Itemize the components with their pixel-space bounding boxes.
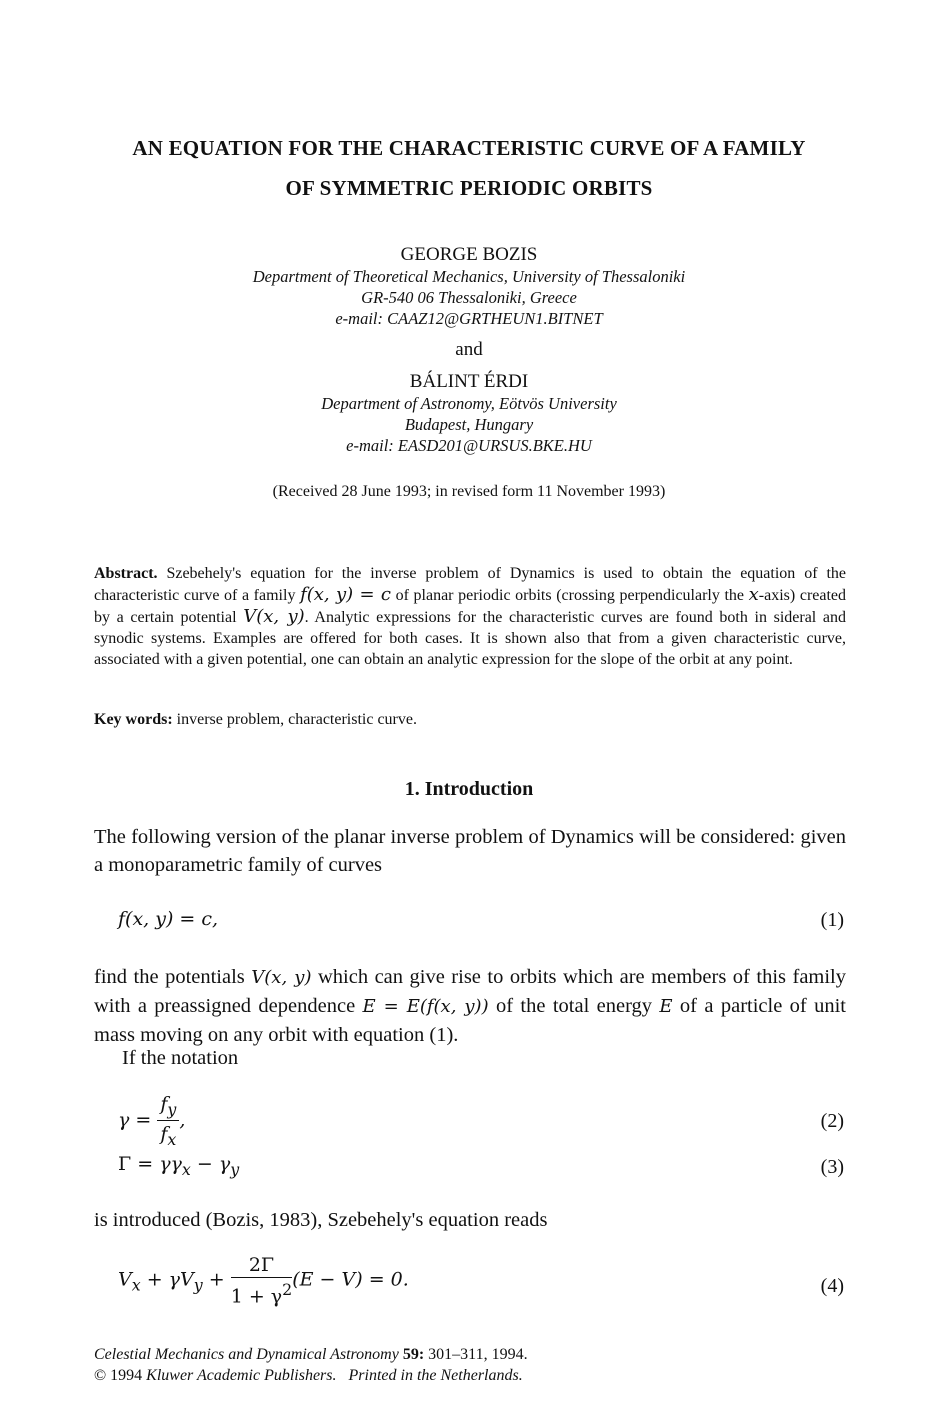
para-text: of a particle of unit mass moving on any orbit with equation (1). bbox=[94, 995, 847, 1046]
author-department: Department of Astronomy, Eötvös University bbox=[321, 394, 617, 413]
eq2-num-f: f bbox=[160, 1093, 168, 1115]
eq4-term: + γV bbox=[140, 1268, 194, 1291]
author-name: GEORGE BOZIS bbox=[400, 244, 538, 265]
eq3-sub: x bbox=[181, 1159, 191, 1179]
eq2-num-sub: y bbox=[167, 1099, 177, 1119]
eq4-den-text: 1 + γ bbox=[230, 1285, 283, 1308]
equation-3-number: (3) bbox=[820, 1156, 844, 1178]
eq3-sub: y bbox=[230, 1159, 240, 1179]
inline-math: E bbox=[659, 996, 673, 1017]
intro-paragraph-2 bbox=[94, 963, 846, 1049]
eq2-den-f: f bbox=[160, 1122, 168, 1145]
eq2-denominator bbox=[157, 1121, 179, 1149]
eq2-tail: , bbox=[179, 1108, 186, 1131]
equation-4 bbox=[118, 1254, 409, 1307]
abstract-text: of planar periodic orbits (crossing perpendicularly the bbox=[390, 587, 749, 604]
eq2-den-sub: x bbox=[167, 1129, 177, 1149]
title-line-2: OF SYMMETRIC PERIODIC ORBITS bbox=[285, 176, 653, 200]
inline-math: E = E(f(x, y)) bbox=[362, 996, 489, 1017]
abstract-math: x bbox=[748, 584, 759, 605]
keywords-label: Key words: bbox=[94, 711, 173, 728]
equation-1: f(x, y) = c, bbox=[118, 908, 219, 930]
keywords-text: inverse problem, characteristic curve. bbox=[172, 711, 417, 728]
footer-journal: Celestial Mechanics and Dynamical Astronomy bbox=[94, 1346, 399, 1363]
abstract-math: f(x, y) = c bbox=[300, 584, 391, 605]
abstract-text: Szebehely's equation for the inverse problem of Dynamics is used to obtain the equation of the characteristic curve of a family bbox=[94, 565, 846, 604]
eq2-numerator bbox=[157, 1093, 179, 1121]
eq4-sub: x bbox=[131, 1275, 141, 1295]
received-dates: (Received 28 June 1993; in revised form 11 November 1993) bbox=[272, 483, 666, 500]
abstract-label: Abstract. bbox=[94, 565, 158, 582]
abstract-math: V(x, y) bbox=[243, 606, 305, 627]
footer-pages: 301–311, 1994. bbox=[424, 1346, 528, 1363]
abstract bbox=[94, 563, 846, 670]
author-department: Department of Theoretical Mechanics, University of Thessaloniki bbox=[252, 267, 686, 286]
publication-footer bbox=[94, 1344, 528, 1386]
intro-paragraph-4: is introduced (Bozis, 1983), Szebehely's equation reads bbox=[94, 1209, 548, 1231]
para-text: of the total energy bbox=[488, 995, 660, 1017]
footer-volume: 59: bbox=[402, 1346, 425, 1363]
para-text: find the potentials bbox=[94, 966, 252, 988]
eq4-term: + bbox=[202, 1268, 231, 1291]
eq4-term: (E − V) = 0. bbox=[292, 1268, 409, 1291]
footer-citation bbox=[94, 1344, 528, 1365]
paper-title bbox=[60, 128, 878, 208]
eq4-numerator: 2Γ bbox=[231, 1254, 293, 1278]
equation-3 bbox=[118, 1153, 239, 1179]
eq3-rhs: = γγ bbox=[137, 1153, 182, 1175]
equation-4-number: (4) bbox=[820, 1275, 844, 1297]
abstract-text: . Analytic expressions for the characteristic curves are found both in sideral and synodic systems. Examples are offered for both cases. It is shown also that from a given characteristic curve, associated with a given potential, one can obtain an analytic expression for the slope of the orbit at any point. bbox=[94, 609, 847, 668]
eq3-mid: − γ bbox=[190, 1153, 231, 1175]
eq4-sub: y bbox=[193, 1275, 203, 1295]
footer-publisher: Kluwer Academic Publishers. bbox=[146, 1367, 337, 1384]
eq2-lhs: γ = bbox=[118, 1108, 152, 1131]
keywords bbox=[94, 709, 846, 730]
intro-paragraph-3: If the notation bbox=[122, 1047, 239, 1069]
author-address: GR-540 06 Thessaloniki, Greece bbox=[361, 288, 577, 307]
inline-math: V(x, y) bbox=[251, 967, 312, 988]
author-name: BÁLINT ÉRDI bbox=[409, 371, 529, 392]
eq4-fraction bbox=[231, 1254, 293, 1307]
author-block-1 bbox=[60, 244, 878, 329]
equation-2-number: (2) bbox=[820, 1110, 844, 1132]
footer-copyright-year: © 1994 bbox=[94, 1367, 143, 1384]
footer-printed: Printed in the Netherlands. bbox=[348, 1367, 523, 1384]
title-line-1: AN EQUATION FOR THE CHARACTERISTIC CURVE OF A FAMILY bbox=[132, 136, 806, 160]
author-block-2 bbox=[60, 371, 878, 456]
author-email: e-mail: EASD201@URSUS.BKE.HU bbox=[346, 436, 592, 455]
equation-1-number: (1) bbox=[820, 909, 844, 931]
section-heading: 1. Introduction bbox=[404, 778, 534, 800]
eq3-lhs: Γ bbox=[118, 1153, 132, 1175]
eq4-denominator bbox=[231, 1278, 293, 1307]
author-separator: and bbox=[455, 339, 483, 360]
footer-copyright bbox=[94, 1365, 528, 1386]
eq4-den-sup: 2 bbox=[282, 1280, 293, 1299]
intro-paragraph-1: The following version of the planar inverse problem of Dynamics will be considered: given a monoparametric family of curves bbox=[94, 826, 846, 876]
abstract-text: -axis) created by a certain potential bbox=[94, 587, 847, 626]
author-email: e-mail: CAAZ12@GRTHEUN1.BITNET bbox=[335, 309, 603, 328]
eq2-fraction bbox=[157, 1093, 179, 1149]
author-address: Budapest, Hungary bbox=[404, 415, 534, 434]
para-text: which can give rise to orbits which are members of this family with a preassigned dependence bbox=[94, 966, 847, 1017]
equation-2 bbox=[118, 1093, 185, 1149]
eq4-term: V bbox=[118, 1268, 132, 1291]
